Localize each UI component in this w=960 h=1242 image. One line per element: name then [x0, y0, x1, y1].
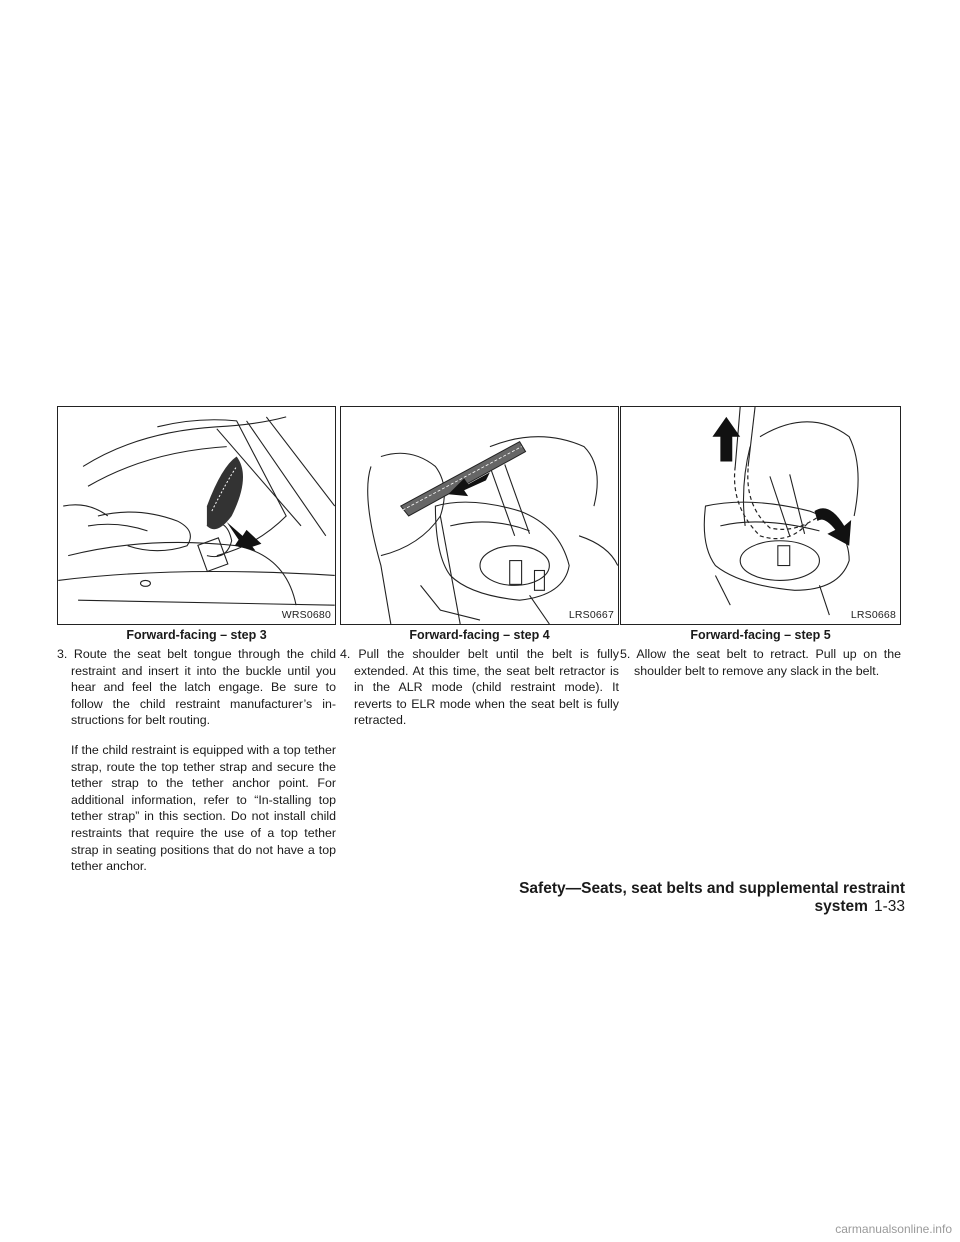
- step-note-text: If the child restraint is equipped with a top tether strap, route the top tether strap and secure the tether strap to the tether anchor point. For additional information, refer to “In-stalling top tether strap” in this section. Do not install child restraints that require the use of a top tether strap in seating positions that do not have a top tether anchor.: [71, 742, 336, 874]
- figure-caption: Forward-facing – step 3: [126, 628, 267, 642]
- figure-step-5: [620, 406, 901, 625]
- figure-caption: Forward-facing – step 5: [690, 628, 831, 642]
- column-step-3: [57, 406, 336, 875]
- figure-step-4: [340, 406, 619, 625]
- watermark-text: carmanualsonline.info: [835, 1222, 952, 1236]
- step-text: 4. Pull the shoulder belt until the belt is fully extended. At this time, the seat belt retractor is in the ALR mode (child restraint mode). It reverts to ELR mode when the seat belt is fully retracted.: [340, 647, 619, 728]
- illustration-belt-buckle: [58, 407, 335, 624]
- page-footer: [450, 880, 905, 916]
- page-number: 1-33: [873, 898, 905, 915]
- section-title: Safety—Seats, seat belts and supplemental restraint system: [519, 880, 905, 915]
- column-step-5: [620, 406, 901, 679]
- figure-code: LRS0668: [850, 609, 896, 621]
- figure-caption: Forward-facing – step 4: [409, 628, 550, 642]
- column-step-4: [340, 406, 619, 729]
- illustration-shoulder-belt-pull: [341, 407, 618, 624]
- figure-step-3: [57, 406, 336, 625]
- step-text: 3. Route the seat belt tongue through the child restraint and insert it into the buckle until you hear and feel the latch engage. Be sure to follow the child restraint manufacturer’s in-structions for belt routing.: [57, 647, 336, 728]
- figure-code: LRS0667: [568, 609, 614, 621]
- illustration-belt-retract: [621, 407, 900, 624]
- step-text: 5. Allow the seat belt to retract. Pull up on the shoulder belt to remove any slack in the belt.: [620, 647, 901, 678]
- figure-code: WRS0680: [281, 609, 331, 621]
